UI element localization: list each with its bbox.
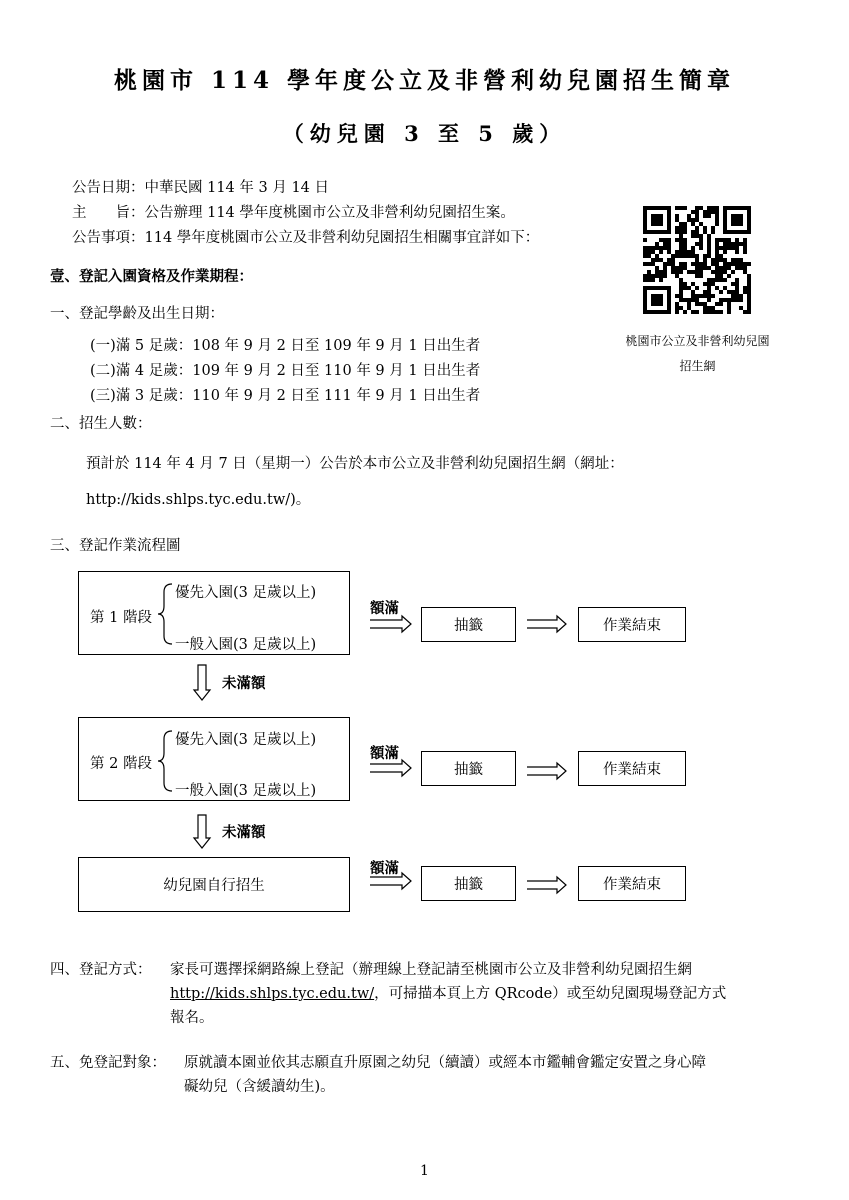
stage2-end: 作業結束 [603,762,661,778]
qr-caption-line2: 招生網 [679,359,716,373]
item3-heading: 三、登記作業流程圖 [50,538,181,554]
age-line-3: (三)滿 3 足歲：110 年 9 月 2 日至 111 年 9 月 1 日出生者 [90,388,481,404]
announcement-items: 公告事項：114 學年度桃園市公立及非營利幼兒園招生相關事宜詳如下： [72,230,540,246]
age-line-5: (一)滿 5 足歲：108 年 9 月 2 日至 109 年 9 月 1 日出生者 [90,338,481,354]
item2-heading: 二、招生人數： [50,416,152,432]
item4-line3: 報名。 [170,1010,214,1026]
item4-line2 [170,982,726,1003]
not-full-label-1: 未滿額 [222,675,266,692]
stage2-lottery: 抽籤 [454,762,483,778]
stage3-full-label: 額滿 [370,860,399,877]
item2-line1: 預計於 114 年 4 月 7 日（星期一）公告於本市公立及非營利幼兒園招生網（網址： [86,456,624,472]
stage1-label: 第 1 階段 [90,610,152,626]
item5-line2: 礙幼兒（含緩讀幼生)。 [184,1079,335,1095]
stage2-general: 一般入園(3 足歲以上) [175,783,317,799]
item5-line1: 原就讀本園並依其志願直升原園之幼兒（續讀）或經本市鑑輔會鑑定安置之身心障 [184,1055,706,1071]
item4-line1: 家長可選擇採網路線上登記（辦理線上登記請至桃園市公立及非營利幼兒園招生網 [170,962,692,978]
stage3-label: 幼兒園自行招生 [163,878,265,894]
item1-heading: 一、登記學齡及出生日期： [50,306,224,322]
page-number: 1 [420,1163,429,1179]
stage1-priority: 優先入園(3 足歲以上) [175,585,317,601]
stage2-full-label: 額滿 [370,745,399,762]
registration-link[interactable]: http://kids.shlps.tyc.edu.tw/ [170,986,375,1002]
stage1-full-label: 額滿 [370,600,399,617]
stage1-end: 作業結束 [603,618,661,634]
section1-heading: 壹、登記入園資格及作業期程： [50,268,253,285]
item4-line2-rest: ，可掃描本頁上方 QRcode）或至幼兒園現場登記方式 [374,986,727,1002]
stage1-lottery: 抽籤 [454,618,483,634]
page-subtitle: （幼兒園 3 至 5 歲） [282,121,567,146]
qr-caption-line1: 桃園市公立及非營利幼兒園 [625,334,770,348]
stage3-end: 作業結束 [603,877,661,893]
announcement-date: 公告日期：中華民國 114 年 3 月 14 日 [72,180,330,196]
age-line-4: (二)滿 4 足歲：109 年 9 月 2 日至 110 年 9 月 1 日出生者 [90,363,481,379]
item5-heading: 五、免登記對象： [50,1055,166,1071]
stage3-lottery: 抽籤 [454,877,483,893]
subject-key: 主 旨： [72,205,145,221]
subject-value: 公告辦理 114 學年度桃園市公立及非營利幼兒園招生案。 [144,205,515,221]
stage2-label: 第 2 階段 [90,756,152,772]
item4-heading: 四、登記方式： [50,962,152,978]
item2-line2: http://kids.shlps.tyc.edu.tw/)。 [86,492,311,508]
not-full-label-2: 未滿額 [222,824,266,841]
stage2-priority: 優先入園(3 足歲以上) [175,732,317,748]
stage1-general: 一般入園(3 足歲以上) [175,637,317,653]
page-title: 桃園市 114 學年度公立及非營利幼兒園招生簡章 [113,67,736,94]
